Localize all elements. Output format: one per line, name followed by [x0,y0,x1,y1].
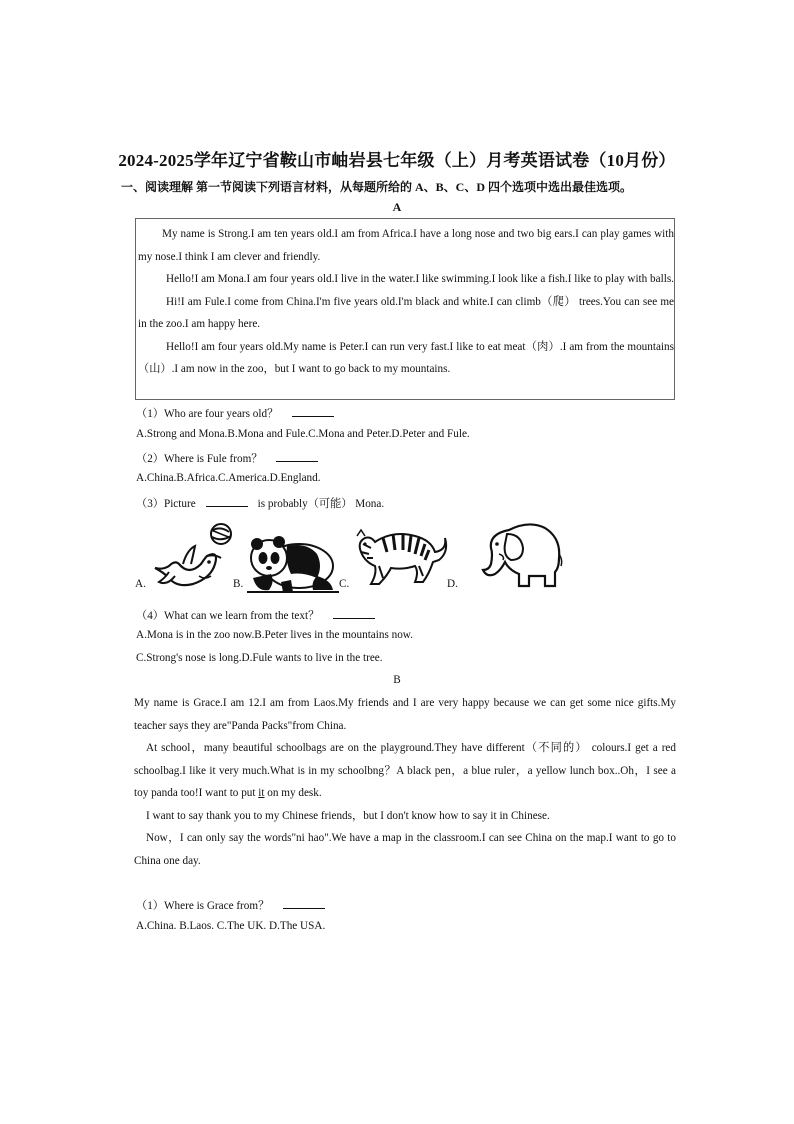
picture-label-b: B. [233,578,244,590]
passage-b-paragraph-4: Now，I can only say the words"ni hao".We have a map in the classroom.I can see China on the map.I want to go to China one day. [134,832,676,867]
question-a1 [136,405,334,421]
dolphin-picture[interactable] [149,520,239,592]
question-a1-text: （1）Who are four years old？ [136,408,279,420]
question-a1-options: A.Strong and Mona.B.Mona and Fule.C.Mona and Peter.D.Peter and Fule. [136,428,470,440]
answer-blank[interactable] [283,898,325,909]
picture-label-d: D. [447,578,458,590]
underlined-word: it [258,787,265,799]
question-a2-text: （2）Where is Fule from？ [136,453,263,465]
answer-blank[interactable] [276,451,318,462]
question-a2 [136,450,318,466]
passage-a-paragraph-3: Hi!I am Fule.I come from China.I'm five years old.I'm black and white.I can climb（爬） trees.You can see me in the zoo.I am happy here. [138,295,674,330]
passage-a-paragraph-4: Hello!I am four years old.My name is Peter.I can run very fast.I like to eat meat（肉）.I am from the mountains（山）.I am now in the zoo，but I want to go back to my mountains. [138,340,674,375]
question-a4-text: （4）What can we learn from the text？ [136,610,320,622]
answer-blank[interactable] [333,608,375,619]
passage-b-paragraph-2-text: At school，many beautiful schoolbags are on the playground.They have different（不同的） colours.I get a red schoolbag.I like it very much.What is in my schoolbng？A black pen，a blue ruler，a yellow lunch box..Oh，I see a toy panda too!I want to put [134,742,676,799]
question-b1-options: A.China. B.Laos. C.The UK. D.The USA. [136,920,326,932]
panda-picture[interactable] [247,532,339,594]
question-a4-options-1: A.Mona is in the zoo now.B.Peter lives in the mountains now. [136,629,413,641]
question-a3-text-end: is probably（可能） Mona. [257,498,385,510]
picture-options [135,520,575,595]
passage-a-box [135,218,675,400]
section-heading: 一、阅读理解 第一节阅读下列语言材料，从每题所给的 A、B、C、D 四个选项中选出最佳选项。 [121,180,633,194]
passage-a-label: A [392,200,402,214]
question-a3-text: （3）Picture [136,498,196,510]
passage-a-paragraph-2: Hello!I am Mona.I am four years old.I live in the water.I like swimming.I look like a fish.I like to play with balls. [166,273,674,285]
answer-blank[interactable] [206,496,248,507]
question-a2-options: A.China.B.Africa.C.America.D.England. [136,472,321,484]
question-a4-options-2: C.Strong's nose is long.D.Fule wants to live in the tree. [136,652,383,664]
page-title: 2024-2025学年辽宁省鞍山市岫岩县七年级（上）月考英语试卷（10月份） [118,151,676,170]
answer-blank[interactable] [292,406,334,417]
passage-b-paragraph-1: My name is Grace.I am 12.I am from Laos.My friends and I are very happy because we can get some nice gifts.My teacher says they are"Panda Packs"from China. [134,697,676,732]
passage-b-paragraph-2-end: on my desk. [264,787,322,799]
passage-b-label: B [393,674,401,686]
passage-b-paragraph-3: I want to say thank you to my Chinese friends，but I don't know how to say it in Chinese. [146,809,550,822]
passage-a-paragraph-1: My name is Strong.I am ten years old.I am from Africa.I have a long nose and two big ears.I can play games with my nose.I think I am clever and friendly. [138,228,674,263]
question-a3 [136,495,384,511]
passage-b-paragraph-2 [134,737,676,805]
tiger-picture[interactable] [353,522,449,588]
question-b1-text: （1）Where is Grace from？ [136,900,270,912]
passage-b [134,692,676,872]
question-b1 [136,897,325,913]
elephant-picture[interactable] [479,520,563,590]
picture-label-c: C. [339,578,350,590]
picture-label-a: A. [135,578,146,590]
question-a4 [136,607,375,623]
